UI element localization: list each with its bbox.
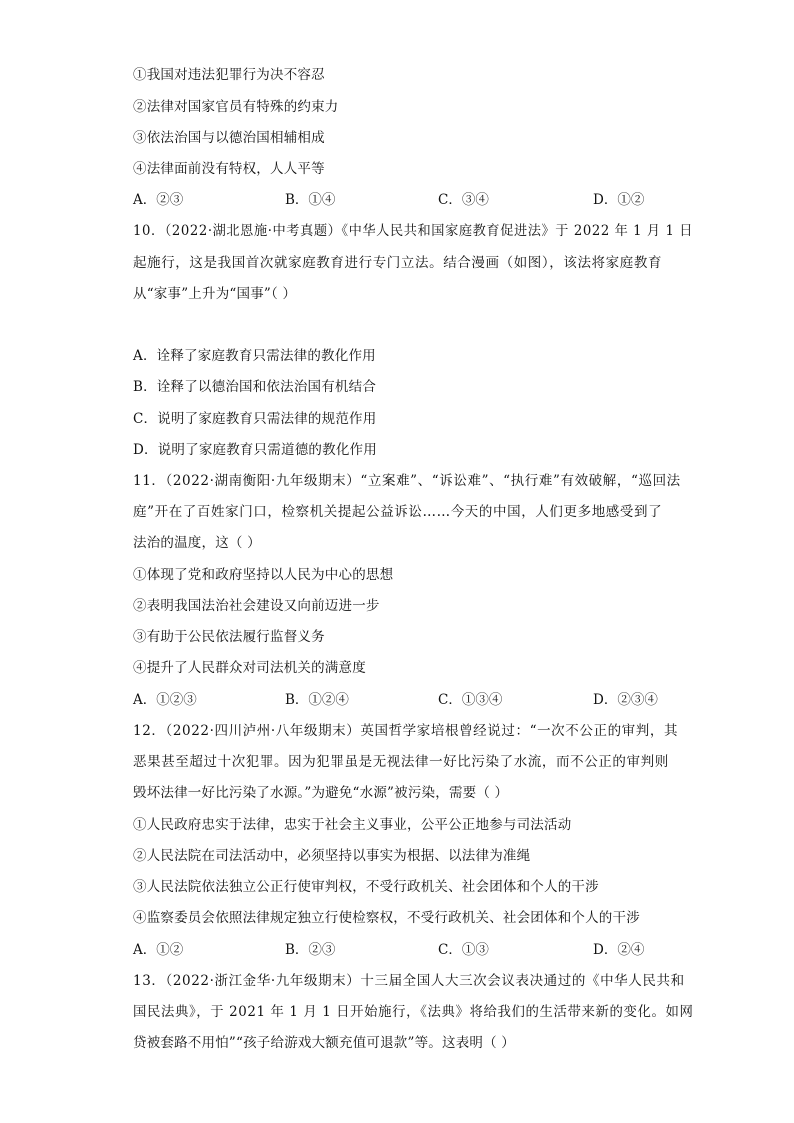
q10-option-a[interactable]: A．诠释了家庭教育只需法律的教化作用: [133, 348, 376, 364]
q9-option-d[interactable]: D．①②: [593, 192, 645, 208]
q10-option-c[interactable]: C．说明了家庭教育只需法律的规范作用: [133, 411, 377, 427]
q12-option-d[interactable]: D．②④: [593, 942, 645, 958]
q12-stem-line-1: 12．（2022·四川泸州·八年级期末）英国哲学家培根曾经说过：“一次不公正的审判，其: [133, 723, 679, 739]
q11-option-d[interactable]: D．②③④: [593, 692, 658, 708]
q11-statement-1: ①体现了党和政府坚持以人民为中心的思想: [133, 567, 394, 583]
q12-statement-1: ①人民政府忠实于法律，忠实于社会主义事业，公平公正地参与司法活动: [133, 817, 572, 833]
q11-stem-line-1: 11．（2022·湖南衡阳·九年级期末）“立案难”、“诉讼难”、“执行难”有效破解，“巡回法: [133, 473, 681, 489]
q9-statement-2: ②法律对国家官员有特殊的约束力: [133, 99, 339, 115]
q11-option-c[interactable]: C．①③④: [438, 692, 503, 708]
q9-option-c[interactable]: C．③④: [438, 192, 489, 208]
q12-option-b[interactable]: B．②③: [285, 942, 336, 958]
q10-option-d[interactable]: D．说明了家庭教育只需道德的教化作用: [133, 442, 377, 458]
q9-statement-3: ③依法治国与以德治国相辅相成: [133, 130, 325, 146]
q11-statement-4: ④提升了人民群众对司法机关的满意度: [133, 660, 366, 676]
q11-statement-2: ②表明我国法治社会建设又向前迈进一步: [133, 598, 380, 614]
q10-option-b[interactable]: B．诠释了以德治国和依法治国有机结合: [133, 379, 377, 395]
q11-stem-line-2: 庭”开在了百姓家门口，检察机关提起公益诉讼……今天的中国，人们更多地感受到了: [133, 504, 663, 520]
q12-option-c[interactable]: C．①③: [438, 942, 489, 958]
q13-stem-line-3: 贷被套路不用怕”“孩子给游戏大额充值可退款”等。这表明（ ）: [133, 1035, 515, 1051]
q13-stem-line-1: 13．（2022·浙江金华·九年级期末）十三届全国人大三次会议表决通过的《中华人民共和: [133, 973, 685, 989]
q9-option-a[interactable]: A．②③: [133, 192, 184, 208]
q11-options: [133, 690, 693, 710]
q11-option-b[interactable]: B．①②④: [285, 692, 349, 708]
q12-stem-line-2: 恶果甚至超过十次犯罪。因为犯罪虽是无视法律一好比污染了水流，而不公正的审判则: [133, 754, 669, 770]
q11-stem-line-3: 法治的温度，这（ ）: [133, 535, 261, 551]
q10-stem-line-2: 起施行，这是我国首次就家庭教育进行专门立法。结合漫画（如图），该法将家庭教育: [133, 255, 663, 271]
q9-options: [133, 190, 693, 210]
q10-stem-line-3: 从“家事”上升为“国事”（ ）: [133, 286, 297, 302]
q13-stem-line-2: 国民法典》，于 2021 年 1 月 1 日开始施行，《法典》将给我们的生活带来新的变化。如网: [133, 1004, 694, 1020]
q9-option-b[interactable]: B．①④: [285, 192, 336, 208]
q12-option-a[interactable]: A．①②: [133, 942, 184, 958]
q11-option-a[interactable]: A．①②③: [133, 692, 197, 708]
q12-statement-2: ②人民法院在司法活动中，必须坚持以事实为根据、以法律为准绳: [133, 848, 531, 864]
q9-statement-4: ④法律面前没有特权，人人平等: [133, 161, 325, 177]
q10-stem-line-1: 10．（2022·湖北恩施·中考真题）《中华人民共和国家庭教育促进法》于 2022 年 1 月 1 日: [133, 223, 693, 239]
q12-statement-4: ④监察委员会依照法律规定独立行使检察权，不受行政机关、社会团体和个人的干涉: [133, 910, 640, 926]
q9-statement-1: ①我国对违法犯罪行为决不容忍: [133, 67, 325, 83]
q12-stem-line-3: 毁坏法律一好比污染了水源。”为避免“水源”被污染，需要（ ）: [133, 785, 509, 801]
q12-statement-3: ③人民法院依法独立公正行使审判权，不受行政机关、社会团体和个人的干涉: [133, 879, 599, 895]
q11-statement-3: ③有助于公民依法履行监督义务: [133, 629, 325, 645]
q12-options: [133, 940, 693, 960]
